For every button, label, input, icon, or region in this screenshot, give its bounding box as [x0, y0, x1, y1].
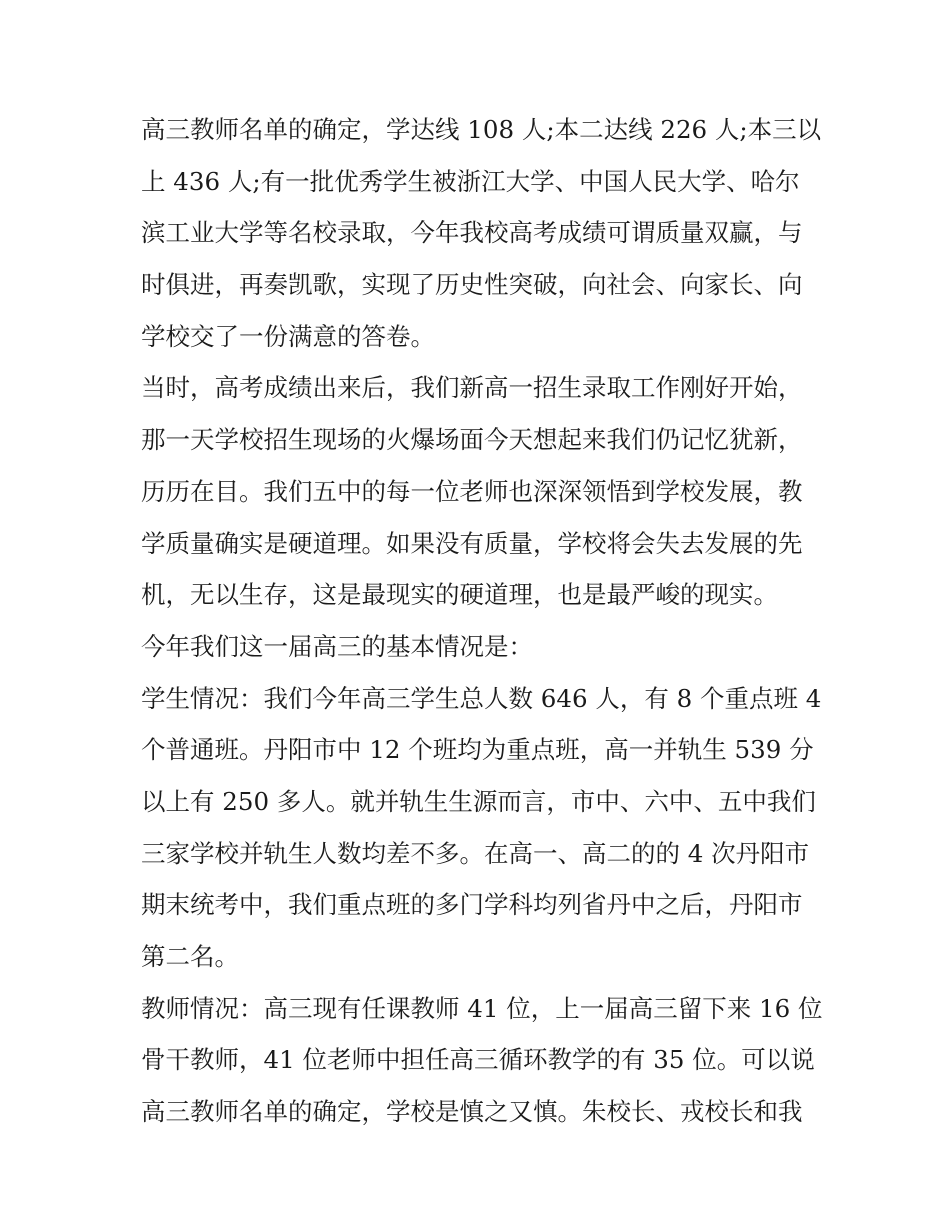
- body-text: [141, 104, 821, 1138]
- text-line: 学质量确实是硬道理。如果没有质量，学校将会失去发展的先: [141, 528, 803, 558]
- text-line: 第二名。: [141, 942, 239, 971]
- text-line: 三家学校并轨生人数均差不多。在高一、高二的的 4 次丹阳市: [141, 838, 810, 868]
- text-line: 滨工业大学等名校录取，今年我校高考成绩可谓质量双赢，与: [141, 218, 803, 248]
- text-line: 今年我们这一届高三的基本情况是：: [141, 631, 533, 661]
- text-line: 学生情况：我们今年高三学生总人数 646 人，有 8 个重点班 4: [141, 683, 822, 713]
- text-line: 以上有 250 多人。就并轨生生源而言，市中、六中、五中我们: [141, 786, 816, 816]
- text-line: 学校交了一份满意的答卷。: [141, 321, 435, 351]
- text-line: 那一天学校招生现场的火爆场面今天想起来我们仍记忆犹新，: [141, 425, 803, 455]
- text-line: 历历在目。我们五中的每一位老师也深深领悟到学校发展，教: [141, 476, 803, 506]
- text-line: 高三教师名单的确定，学校是慎之又慎。朱校长、戎校长和我: [141, 1097, 803, 1127]
- text-line: 教师情况：高三现有任课教师 41 位，上一届高三留下来 16 位: [141, 993, 823, 1023]
- text-line: 机，无以生存，这是最现实的硬道理，也是最严峻的现实。: [141, 580, 778, 610]
- text-line: 骨干教师，41 位老师中担任高三循环教学的有 35 位。可以说: [141, 1045, 815, 1075]
- text-line: 期末统考中，我们重点班的多门学科均列省丹中之后，丹阳市: [141, 890, 803, 920]
- text-line: 个普通班。丹阳市中 12 个班均为重点班，高一并轨生 539 分: [141, 735, 814, 765]
- text-line: 当时，高考成绩出来后，我们新高一招生录取工作刚好开始，: [141, 373, 803, 403]
- text-line: 上 436 人;有一批优秀学生被浙江大学、中国人民大学、哈尔: [141, 166, 800, 196]
- text-line: 高三教师名单的确定，学达线 108 人;本二达线 226 人;本三以: [141, 115, 822, 144]
- text-line: 时俱进，再奏凯歌，实现了历史性突破，向社会、向家长、向: [141, 270, 803, 300]
